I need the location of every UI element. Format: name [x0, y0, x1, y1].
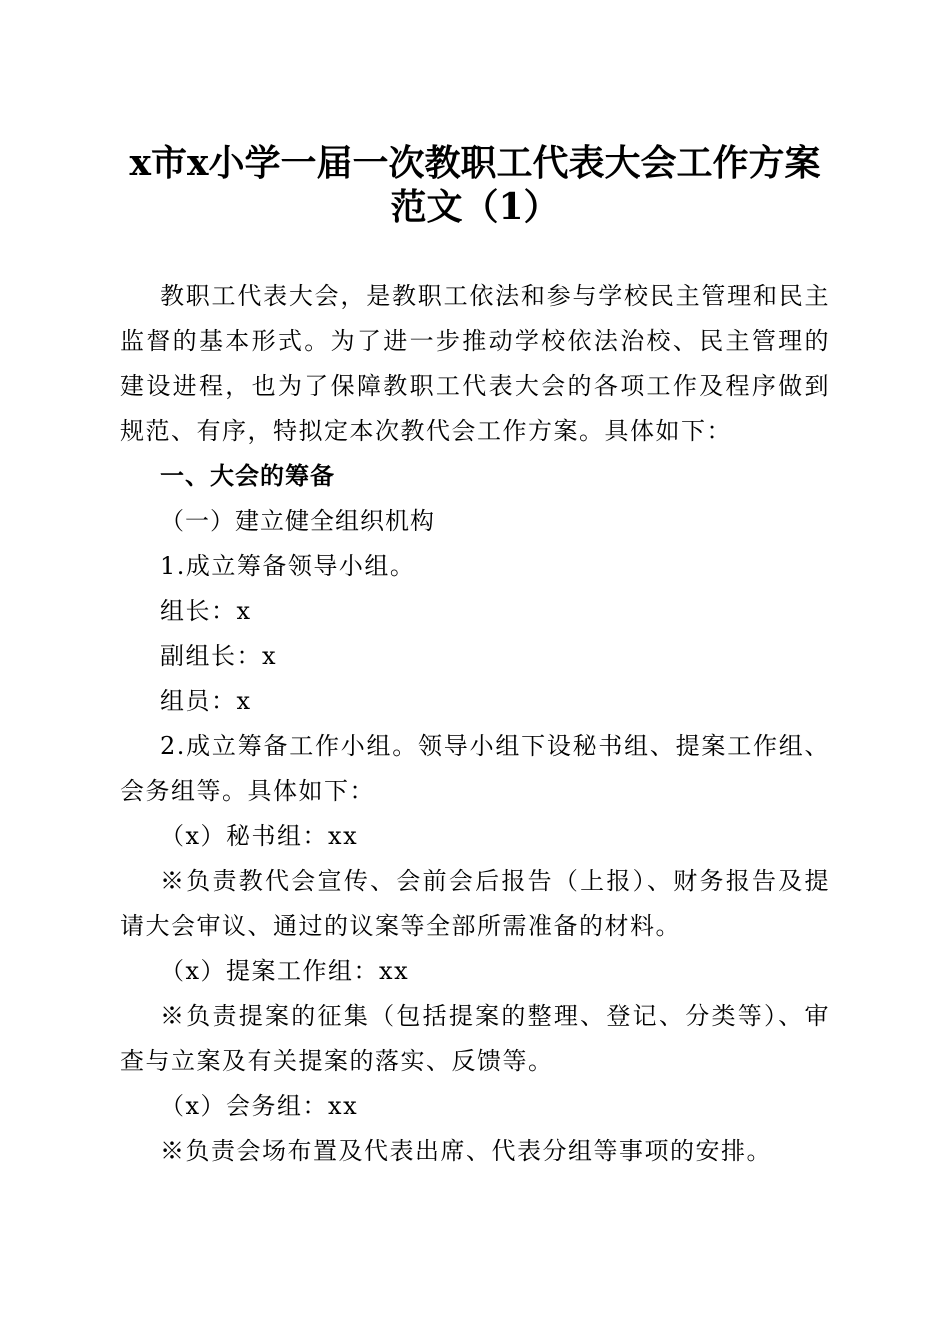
list-item-working-group: 2.成立筹备工作小组。领导小组下设秘书组、提案工作组、会务组等。具体如下： — [120, 732, 830, 805]
document-body — [120, 274, 830, 1174]
list-item-affairs-group: （x）会务组：xx — [160, 1092, 359, 1120]
list-item-leader: 组长：x — [160, 597, 252, 625]
paragraph-secretary-duties: ※负责教代会宣传、会前会后报告（上报）、财务报告及提请大会审议、通过的议案等全部所需准备的材料。 — [120, 867, 830, 940]
intro-paragraph: 教职工代表大会，是教职工依法和参与学校民主管理和民主监督的基本形式。为了进一步推动学校依法治校、民主管理的建设进程，也为了保障教职工代表大会的各项工作及程序做到规范、有序，特拟定本次教代会工作方案。具体如下： — [120, 282, 830, 445]
document-title-line-2: 范文（1） — [390, 186, 560, 228]
list-item-secretary-group: （x）秘书组：xx — [160, 822, 359, 850]
paragraph-proposal-duties: ※负责提案的征集（包括提案的整理、登记、分类等）、审查与立案及有关提案的落实、反馈等。 — [120, 1002, 830, 1075]
subsection-heading-organization: （一）建立健全组织机构 — [160, 507, 435, 535]
document-title-line-1: x市x小学一届一次教职工代表大会工作方案 — [129, 142, 821, 184]
list-item-members: 组员：x — [160, 687, 252, 715]
paragraph-affairs-duties: ※负责会场布置及代表出席、代表分组等事项的安排。 — [160, 1137, 772, 1165]
list-item-leading-group: 1.成立筹备领导小组。 — [160, 552, 416, 580]
list-item-proposal-group: （x）提案工作组：xx — [160, 957, 410, 985]
list-item-deputy-leader: 副组长：x — [160, 642, 278, 670]
section-heading-preparation: 一、大会的筹备 — [160, 462, 335, 490]
